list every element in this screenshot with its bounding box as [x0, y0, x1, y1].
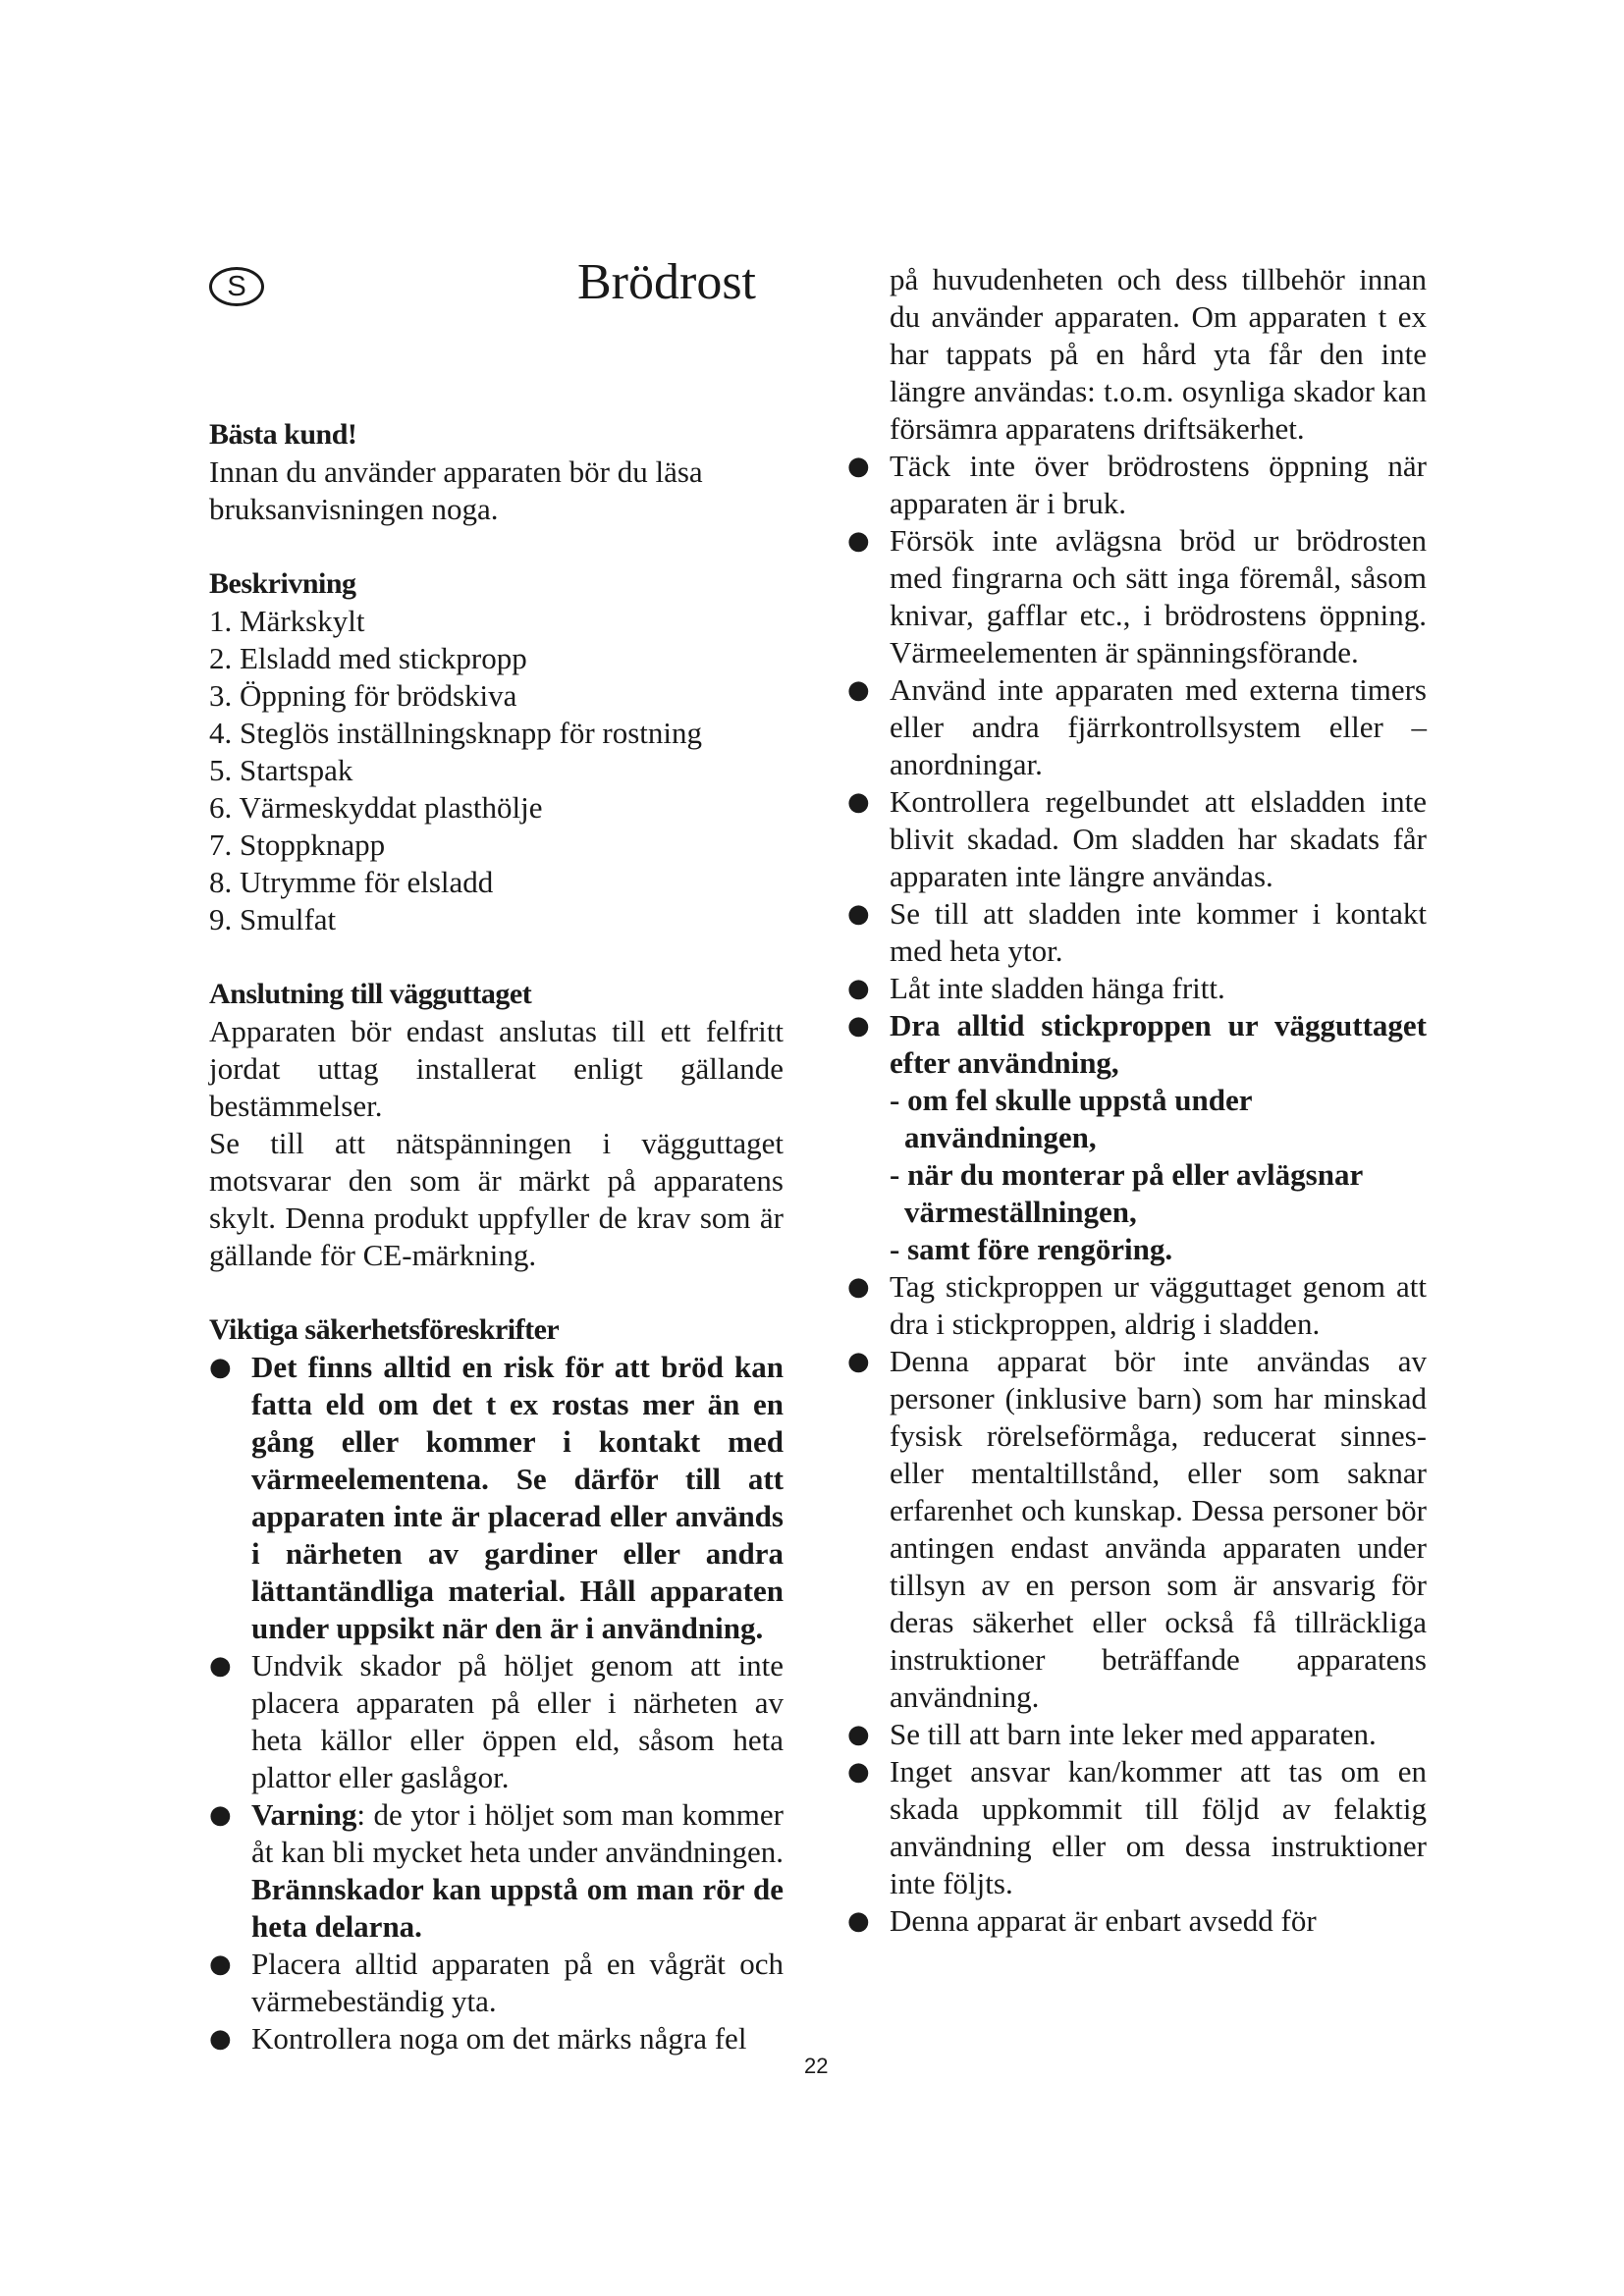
- safety-item-intended-use: ● Denna apparat är enbart avsedd för: [847, 1902, 1427, 1940]
- safety-item-unplug: ● Dra alltid stickproppen ur vägguttaget efter användning,: [847, 1007, 1427, 1082]
- safety-item-remove-bread: ● Försök inte avlägsna bröd ur brödrosten med fingrarna och sätt inga föremål, såsom knivar, gafflar etc., i brödrostens öppning. Värmeelementen är spänningsförande.: [847, 522, 1427, 671]
- list-item: 5. Startspak: [209, 753, 353, 787]
- page-number: 22: [804, 2054, 829, 2078]
- description-list: [209, 603, 784, 938]
- list-item: 2. Elsladd med stickpropp: [209, 641, 527, 675]
- description-heading: Beskrivning: [209, 567, 356, 600]
- list-item: 4. Steglös inställningsknapp för rostning: [209, 716, 703, 750]
- page-title: Brödrost: [577, 254, 756, 310]
- safety-item-placement: ● Placera alltid apparaten på en vågrät och värmebeständig yta.: [209, 1946, 784, 2020]
- list-item: 9. Smulfat: [209, 902, 337, 936]
- language-badge: S: [209, 267, 264, 306]
- list-item: 7. Stoppknapp: [209, 828, 386, 862]
- safety-item-fire: ● Det finns alltid en risk för att bröd kan fatta eld om det t ex rostas mer än en gång eller kommer i kontakt med värmeelementena. Se därför till att apparaten inte är placerad eller används i närheten av gardiner eller andra lättantändliga material. Håll apparaten under uppsikt när den är i användning.: [209, 1349, 784, 1647]
- safety-item-cord-check: ● Kontrollera regelbundet att elsladden inte blivit skadad. Om sladden har skadats får apparaten inte längre användas.: [847, 783, 1427, 895]
- list-item: 1. Märkskylt: [209, 604, 365, 638]
- list-item: 8. Utrymme för elsladd: [209, 865, 494, 899]
- list-item: 6. Värmeskyddat plasthölje: [209, 790, 543, 825]
- safety-item-cord-hang: ● Låt inte sladden hänga fritt.: [847, 970, 1427, 1007]
- right-column: [847, 0, 1427, 1940]
- safety-item-persons: ● Denna apparat bör inte användas av personer (inklusive barn) som har minskad fysisk rörelseförmåga, reducerat sinnes- eller mentaltillstånd, eller som saknar erfarenhet och kunskap. Dessa personer bör antingen endast använda apparaten under tillsyn av en person som är ansvarig för deras säkerhet eller också få tillräckliga instruktioner beträffande apparatens användning.: [847, 1343, 1427, 1716]
- unplug-sublist: [847, 1082, 1427, 1268]
- intro-text: Innan du använder apparaten bör du läsa bruksanvisningen noga.: [209, 454, 703, 526]
- safety-heading: Viktiga säkerhetsföreskrifter: [209, 1313, 560, 1346]
- safety-item-cord-hot: ● Se till att sladden inte kommer i kontakt med heta ytor.: [847, 895, 1427, 970]
- safety-item-timers: ● Använd inte apparaten med externa timers eller andra fjärrkontrollsystem eller –anordningar.: [847, 671, 1427, 783]
- safety-item-check: ● Kontrollera noga om det märks några fel: [209, 2020, 784, 2057]
- sub-item-cleaning: - samt före rengöring.: [890, 1232, 1173, 1266]
- safety-item-children: ● Se till att barn inte leker med apparaten.: [847, 1716, 1427, 1753]
- sub-item-fault: [890, 1082, 1427, 1119]
- connection-text-2: Se till att nätspänningen i vägguttaget motsvarar den som är märkt på apparatens skylt. Denna produkt uppfyller de krav som är gällande för CE-märkning.: [209, 1126, 784, 1272]
- connection-heading: Anslutning till vägguttaget: [209, 978, 532, 1010]
- safety-item-pull-plug: ● Tag stickproppen ur vägguttaget genom att dra i stickproppen, aldrig i sladden.: [847, 1268, 1427, 1343]
- burn-warning: Brännskador kan uppstå om man rör de heta delarna.: [251, 1872, 784, 1944]
- safety-item-liability: ● Inget ansvar kan/kommer att tas om en skada uppkommit till följd av felaktig användning eller om dessa instruktioner inte följts.: [847, 1753, 1427, 1902]
- list-item: 3. Öppning för brödskiva: [209, 678, 517, 713]
- left-column: [209, 0, 784, 2057]
- sub-item-fault-text: - om fel skulle uppstå under: [890, 1083, 1253, 1117]
- safety-item-warning: [209, 1796, 784, 1946]
- greeting: Bästa kund!: [209, 418, 357, 451]
- sub-item-mount-cont: värmeställningen,: [904, 1195, 1137, 1229]
- sub-item-mount: - när du monterar på eller avlägsnar: [890, 1157, 1364, 1192]
- safety-item-housing: ● Undvik skador på höljet genom att inte placera apparaten på eller i närheten av heta källor eller öppen eld, såsom heta plattor eller gaslågor.: [209, 1647, 784, 1796]
- continued-text: på huvudenheten och dess tillbehör innan du använder apparaten. Om apparaten t ex har tappats på en hård yta får den inte längre användas: t.o.m. osynliga skador kan försämra apparatens driftsäkerhet.: [890, 262, 1427, 446]
- sub-item-fault-cont: användningen,: [904, 1120, 1097, 1154]
- warning-label: Varning: [251, 1797, 357, 1832]
- warning-text: : de ytor i höljet som man kommer åt kan bli mycket heta under användningen.: [251, 1797, 784, 1869]
- safety-item-cover: ● Täck inte över brödrostens öppning när apparaten är i bruk.: [847, 448, 1427, 522]
- connection-text-1: Apparaten bör endast anslutas till ett felfritt jordat uttag installerat enligt gällande bestämmelser.: [209, 1014, 784, 1123]
